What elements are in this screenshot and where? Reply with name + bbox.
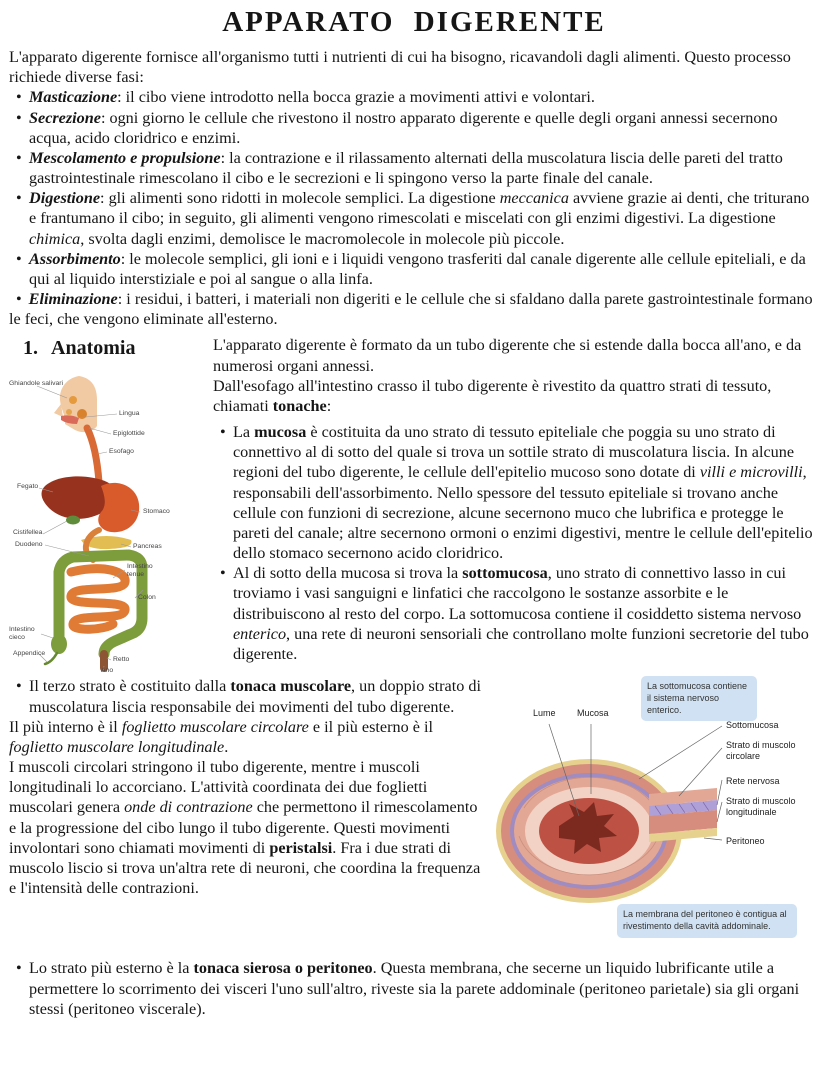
intro-paragraph: L'apparato digerente fornisce all'organismo tutti i nutrienti di cui ha bisogno, ricavandoli dagli alimenti. Questo processo richiede diverse fasi: [9,48,791,87]
figure-label-peritoneo: Peritoneo [726,836,765,847]
page-title: APPARATO DIGERENTE [222,6,606,38]
list-item-digestione: • Digestione: gli alimenti sono ridotti in molecole semplici. La digestione meccanica avviene grazie ai denti, che triturano e frantumano il cibo; in seguito, gli alimenti vengono rimescolati e miscelati con gli enzimi digestivi. La digestione chimica, svolta dagli enzimi, demolisce le macromolecole in molecole più piccole. [9,188,819,249]
figure-label-mucosa-2: Mucosa [577,708,609,719]
tonache-list [213,422,819,664]
figure-label-sottomucosa-2: Sottomucosa [726,720,779,731]
muscle-list [9,676,481,716]
figure-label-appendice: Appendice [13,650,46,658]
figure-label-rete-nervosa: Rete nervosa [726,776,780,787]
figure-label-ghiandole-salivari: Ghiandole salivari [9,380,64,388]
figure-label-strato-muscolo-longitudinale: Strato di muscolo longitudinale [726,796,796,817]
figure-label-ano: Ano [101,667,114,675]
digestion-phases-list [9,87,819,329]
callout-peritoneo: La membrana del peritoneo è contigua al rivestimento della cavità addominale. [617,904,797,937]
figure-label-intestino-tenue: Intestino tenue [127,563,153,579]
section-title: Anatomia [51,337,136,360]
list-item-tonaca-sierosa: • Lo strato più esterno è la tonaca sierosa o peritoneo. Questa membrana, che secerne un liquido lubrificante utile a permettere lo scorrimento dei visceri l'uno sull'altro, riveste sia la parete addominale (peritoneo parietale) sia gli organi stessi (peritoneo viscerale). [9,958,819,1019]
anatomy-left-column [9,335,201,676]
figure-label-lume: Lume [533,708,556,719]
figure-label-fegato: Fegato [17,483,39,491]
list-item-assorbimento: • Assorbimento: le molecole semplici, gli ioni e i liquidi vengono trasferiti dal canale digerente alle cellule epiteliali, e da qui al liquido interstiziale e poi al sangue o alla linfa. [9,249,819,289]
gut-wall-cross-section-figure [489,676,819,954]
list-item-mescolamento: • Mescolamento e propulsione: la contrazione e il rilassamento alternati della muscolatura liscia delle pareti del tratto gastrointestinale rimescolano il cibo e le secrezioni e li spingono verso la parte finale del canale. [9,148,819,188]
anatomy-paragraph-2: Dall'esofago all'intestino crasso il tubo digerente è rivestito da quattro strati di tessuto, chiamati tonache: [213,376,772,415]
muscle-paragraph-1: Il più interno è il foglietto muscolare circolare e il più esterno è il foglietto muscolare longitudinale. [9,717,433,756]
callout-sottomucosa: La sottomucosa contiene il sistema nervoso enterico. [641,676,757,721]
figure-label-colon: Colon [138,594,156,602]
muscle-text-column [9,676,481,898]
figure-label-stomaco: Stomaco [143,508,170,516]
figure-label-pancreas: Pancreas [133,543,162,551]
anatomy-paragraph-1: L'apparato digerente è formato da un tubo digerente che si estende dalla bocca all'ano, e da numerosi organi annessi. [213,336,802,375]
figure-label-intestino-cieco: Intestino cieco [9,626,35,642]
figure-label-lingua: Lingua [119,410,140,418]
figure-label-retto: Retto [113,656,130,664]
muscle-paragraph-2: I muscoli circolari stringono il tubo digerente, mentre i muscoli longitudinali lo accorciano. L'attività coordinata dei due foglietti muscolari genera onde di contrazione che permettono il rimescolamento e la progressione del cibo lungo il tubo digerente. Questi movimenti involontari sono chiamati movimenti di peristalsi. Fra i due strati di muscolo liscio si trova un'altra rete di neuroni, che coordina la frequenza e l'intensità delle contrazioni. [9,758,481,898]
anatomy-section [9,335,819,675]
figure-label-epiglottide: Epiglottide [113,430,145,438]
anatomy-text-column [211,335,819,664]
figure-label-duodeno: Duodeno [15,541,43,549]
list-item-secrezione: • Secrezione: ogni giorno le cellule che rivestono il nostro apparato digerente e quelle degli organi annessi secernono acqua, acido cloridrico e enzimi. [9,108,819,148]
list-item-mucosa: • La mucosa è costituita da uno strato di tessuto epiteliale che poggia su uno strato di connettivo al di sotto del quale si trova un sottile strato di muscolatura liscia. In alcune regioni del tubo digerente, le cellule dell'epitelio mucoso sono dotate di villi e microvilli, responsabili dell'assorbimento. Nello spessore del tessuto epiteliale si trovano anche cellule con funzioni di secrezione, alcune secernono muco che lubrifica e protegge le pareti del canale; altre secernono ormoni o enzimi digestivi, mentre le cellule dell'epitelio dello stomaco secernono acido cloridrico. [213,422,819,563]
figure-label-esofago: Esofago [109,448,134,456]
list-item-masticazione: • Masticazione: il cibo viene introdotto nella bocca grazie a movimenti attivi e volontari. [9,87,819,107]
muscle-layer-section [9,676,819,932]
digestive-system-figure [9,370,195,676]
figure-label-cistifellea: Cistifellea [13,529,43,537]
section-number: 1. [23,337,38,360]
section-heading-anatomia [23,337,201,360]
serosa-list [9,958,819,1019]
list-item-eliminazione: • Eliminazione: i residui, i batteri, i materiali non digeriti e le cellule che si sfaldano dalla parete gastrointestinale formano le feci, che vengono eliminate all'esterno. [9,289,819,329]
list-item-tonaca-muscolare: • Il terzo strato è costituito dalla tonaca muscolare, un doppio strato di muscolatura liscia responsabile dei movimenti del tubo digerente. [9,676,481,716]
list-item-sottomucosa: • Al di sotto della mucosa si trova la sottomucosa, uno strato di connettivo lasso in cui troviamo i vasi sanguigni e linfatici che raccolgono le sostanze assorbite e le distribuiscono al resto del corpo. La sottomucosa contiene il cosiddetto sistema nervoso enterico, una rete di neuroni sensoriali che controllano molte funzioni secretorie del tubo digerente. [213,563,819,664]
figure-label-strato-muscolo-circolare: Strato di muscolo circolare [726,740,796,761]
